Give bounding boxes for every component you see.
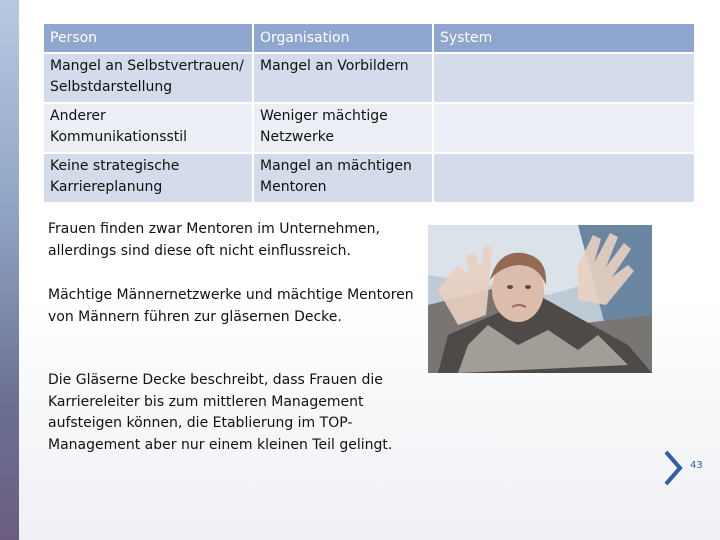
table-row (43, 153, 695, 203)
header-organisation: Organisation (253, 23, 433, 53)
paragraph-glass-ceiling: Die Gläserne Decke beschreibt, dass Frauen die Karriereleiter bis zum mittleren Management aufsteigen können, die Etablierung im TOP-Management aber nur einem kleinen Teil gelingt. (48, 372, 393, 453)
table-cell (433, 103, 695, 153)
table-cell: Mangel an mächtigen Mentoren (253, 153, 433, 203)
chevron-right-icon[interactable] (662, 450, 684, 486)
page-number: 43 (690, 460, 703, 471)
paragraph-mentors: Frauen finden zwar Mentoren im Unternehmen, allerdings sind diese oft nicht einflussreich. (48, 221, 380, 259)
table-cell: Mangel an Vorbildern (253, 53, 433, 103)
left-decorative-band (0, 0, 19, 540)
table-cell: Anderer Kommunikationsstil (43, 103, 253, 153)
paragraph-networks: Mächtige Männernetzwerke und mächtige Mentoren von Männern führen zur gläsernen Decke. (48, 287, 414, 325)
table-header-row (43, 23, 695, 53)
glass-ceiling-photo (428, 225, 652, 373)
table-cell: Mangel an Selbstvertrauen/ Selbstdarstellung (43, 53, 253, 103)
header-system: System (433, 23, 695, 53)
table-cell (433, 153, 695, 203)
header-person: Person (43, 23, 253, 53)
table-row (43, 53, 695, 103)
barriers-table (42, 22, 696, 204)
table-cell: Weniger mächtige Netzwerke (253, 103, 433, 153)
table-cell: Keine strategische Karriereplanung (43, 153, 253, 203)
table-cell (433, 53, 695, 103)
table-row (43, 103, 695, 153)
